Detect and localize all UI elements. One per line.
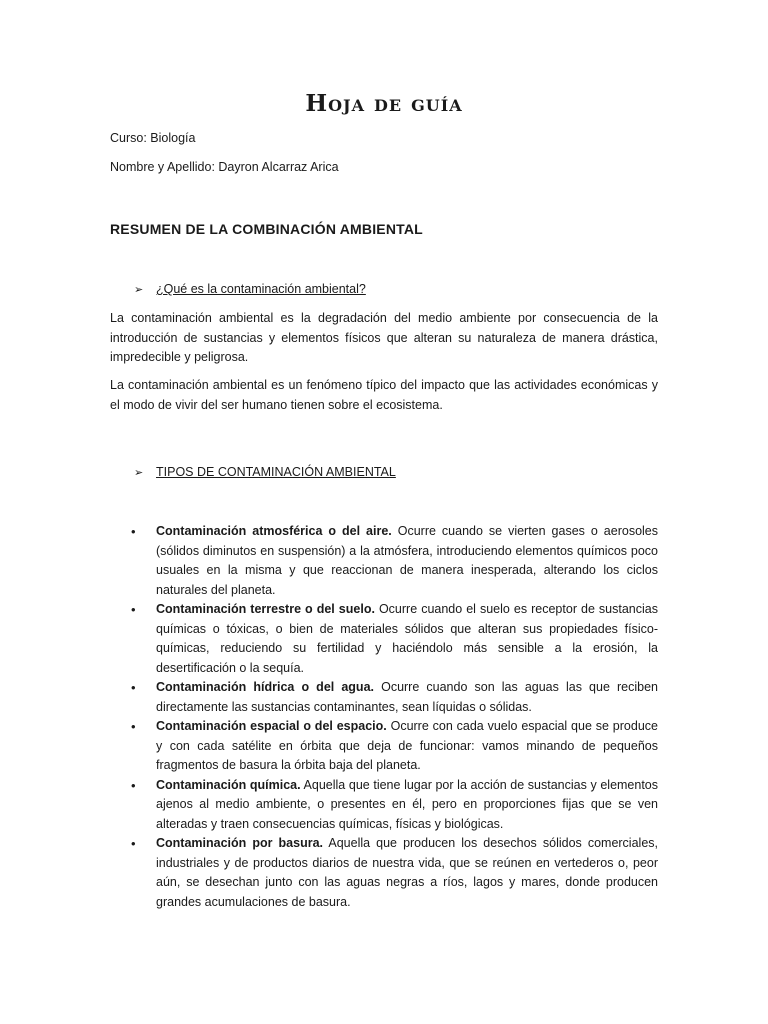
arrow-bullet-icon: ➢ — [134, 467, 144, 479]
bullet-icon: • — [131, 777, 136, 793]
list-item-text: Ocurre cuando son las aguas las que reciben directamente las sustancias contaminantes, sean líquidas o sólidas. — [156, 680, 658, 714]
definition-paragraph: La contaminación ambiental es la degradación del medio ambiente por consecuencia de la introducción de sustancias y elementos físicos que alteran su naturaleza de manera drástica, impredecible y peligrosa. — [110, 311, 658, 364]
question-heading — [134, 282, 366, 296]
pollution-types-list — [110, 522, 658, 912]
list-item — [110, 717, 658, 776]
list-item-text: Ocurre cuando el suelo es receptor de sustancias químicas o tóxicas, o bien de materiales sólidos que alteran sus propiedades físico-químicas, reduciendo su fertilidad y haciéndolo más sensible a la erosión, la desertificación o la sequía. — [156, 602, 658, 675]
course-line: Curso: Biología — [110, 131, 196, 145]
list-item-term: Contaminación espacial o del espacio. — [156, 719, 387, 733]
bullet-icon: • — [131, 524, 136, 539]
list-item-term: Contaminación hídrica o del agua. — [156, 680, 374, 694]
section-heading: RESUMEN DE LA COMBINACIÓN AMBIENTAL — [110, 221, 423, 237]
list-item — [110, 678, 658, 717]
list-item-text: Aquella que producen los desechos sólidos comerciales, industriales y de productos diarios de nuestra vida, que se reúnen en vertederos o, peor aún, se desechan junto con las aguas negras a ríos, lagos y mares, donde producen grandes acumulaciones de basura. — [156, 836, 658, 909]
list-item-term: Contaminación atmosférica o del aire. — [156, 524, 392, 538]
bullet-icon: • — [131, 836, 136, 851]
impact-paragraph: La contaminación ambiental es un fenómeno típico del impacto que las actividades económicas y el modo de vivir del ser humano tienen sobre el ecosistema. — [110, 378, 658, 412]
types-heading — [134, 465, 396, 479]
bullet-icon: • — [131, 719, 136, 734]
list-item — [110, 834, 658, 912]
list-item-text: Aquella que tiene lugar por la acción de sustancias y elementos ajenos al medio ambiente, o presentes en él, pero en proporciones fijas que se ven alteradas y traen consecuencias químicas, físicas y biológicas. — [156, 777, 659, 831]
document-title: Hoja de guía — [305, 90, 463, 117]
list-item — [110, 776, 658, 835]
bullet-icon: • — [131, 602, 136, 617]
list-item-term: Contaminación terrestre o del suelo. — [156, 602, 375, 616]
arrow-bullet-icon: ➢ — [134, 284, 144, 296]
list-item — [110, 600, 658, 678]
question-heading-label: ¿Qué es la contaminación ambiental? — [156, 282, 366, 296]
list-item-term: Contaminación química. — [156, 777, 301, 792]
list-item-term: Contaminación por basura. — [156, 836, 324, 850]
bullet-icon: • — [131, 680, 136, 695]
student-name-line: Nombre y Apellido: Dayron Alcarraz Arica — [110, 160, 339, 174]
list-item — [110, 522, 658, 600]
types-heading-label: TIPOS DE CONTAMINACIÓN AMBIENTAL — [156, 465, 396, 479]
list-item-text: Ocurre cuando se vierten gases o aerosoles (sólidos diminutos en suspensión) a la atmósfera, introduciendo elementos químicos poco usuales en la misma y que reaccionan de manera inesperada, alterando los ciclos naturales del planeta. — [156, 524, 659, 597]
list-item-text: Ocurre con cada vuelo espacial que se produce y con cada satélite en órbita que deja de funcionar: vamos minando de pequeños fragmentos de basura la órbita baja del planeta. — [156, 719, 658, 772]
